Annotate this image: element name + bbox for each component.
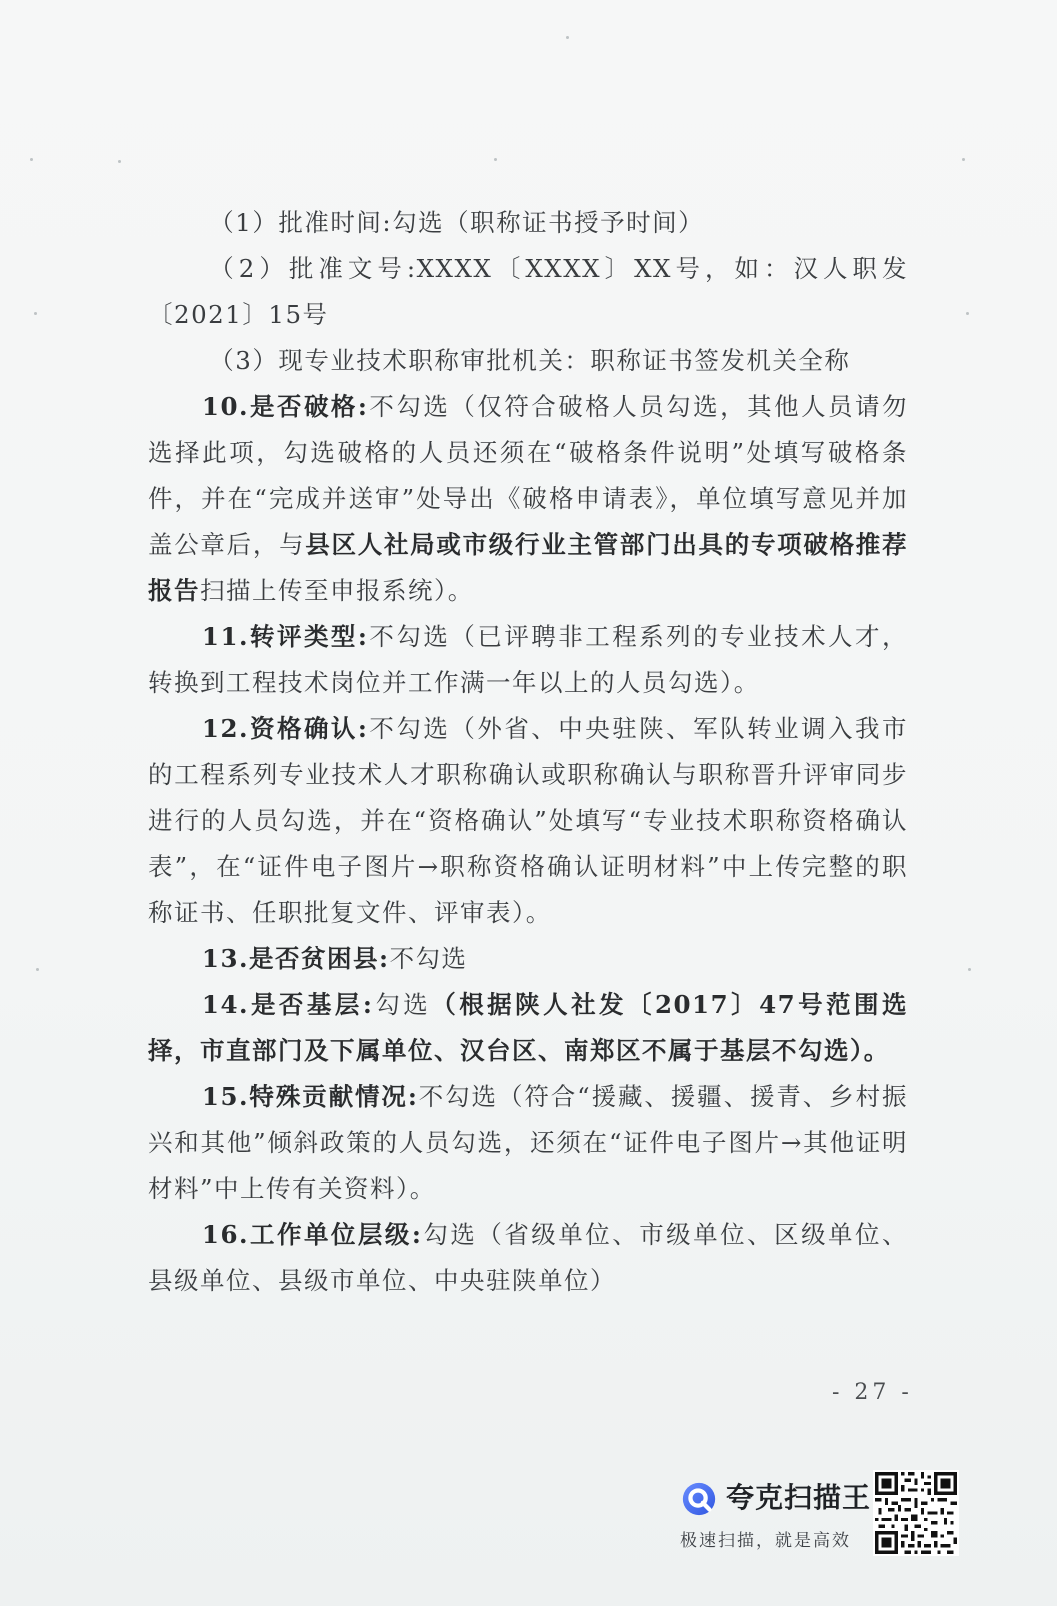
item-10-tail: 扫描上传至申报系统）。 [200, 576, 474, 605]
item-approval-number: （2）批准文号:XXXX〔XXXX〕XX号，如：汉人职发〔2021〕15号 [148, 254, 908, 329]
item-15-label: 15.特殊贡献情况: [201, 1082, 419, 1111]
item-16-label: 16.工作单位层级: [201, 1220, 423, 1249]
document-body [148, 200, 908, 1304]
item-14-label: 14.是否基层: [201, 990, 374, 1019]
item-11-label: 11.转评类型: [201, 622, 369, 651]
quark-logo-icon [680, 1480, 718, 1518]
scan-speck [494, 158, 497, 161]
item-approval-time: （1）批准时间:勾选（职称证书授予时间） [209, 208, 705, 237]
item-12-qualification [148, 706, 908, 936]
watermark-subtitle: 极速扫描，就是高效 [680, 1531, 851, 1551]
scan-speck [118, 160, 121, 163]
item-13-text: 不勾选 [389, 944, 468, 973]
scan-speck [962, 158, 965, 161]
item-13-label: 13.是否贫困县: [201, 944, 390, 973]
item-15-text: 不勾选（符合“援藏、援疆、援青、乡村振兴和其他”倾斜政策的人员勾选，还须在“证件电子图片→其他证明材料”中上传有关资料）。 [148, 1082, 908, 1203]
item-10-bold-text: 县区人社局或市级行业主管部门出具的专项破格推荐报告 [148, 530, 909, 605]
item-12-label: 12.资格确认: [201, 714, 369, 743]
scan-speck [966, 312, 969, 315]
item-10-exceptional [148, 384, 908, 614]
item-14-bold-note: （根据陕人社发〔2017〕47号范围选择，市直部门及下属单位、汉台区、南郑区不属于基层不勾选）。 [148, 990, 909, 1065]
item-11-text: 不勾选（已评聘非工程系列的专业技术人才，转换到工程技术岗位并工作满一年以上的人员勾选）。 [148, 622, 909, 697]
scan-speck [34, 312, 37, 315]
scan-speck [36, 968, 39, 971]
scan-speck [30, 158, 33, 161]
qr-code-graphic [875, 1472, 957, 1554]
item-approval-authority: （3）现专业技术职称审批机关：职称证书签发机关全称 [209, 346, 851, 375]
qr-code-icon [873, 1470, 959, 1556]
item-13-poverty-county [148, 936, 908, 982]
item-12-text: 不勾选（外省、中央驻陕、军队转业调入我市的工程系列专业技术人才职称确认或职称确认与职称晋升评审同步进行的人员勾选，并在“资格确认”处填写“专业技术职称资格确认表”，在“证件电子图片→职称资格确认证明材料”中上传完整的职称证书、任职批复文件、评审表）。 [148, 714, 909, 927]
item-10-label: 10.是否破格: [201, 392, 369, 421]
item-14-grassroots [148, 982, 908, 1074]
watermark-title: 夸克扫描王 [726, 1481, 872, 1514]
item-16-unit-level [148, 1212, 908, 1304]
item-15-special-contribution [148, 1074, 908, 1212]
item-10-text: 不勾选（仅符合破格人员勾选，其他人员请勿选择此项，勾选破格的人员还须在“破格条件说明”处填写破格条件，并在“完成并送审”处导出《破格申请表》，单位填写意见并加盖公章后，与 [148, 392, 909, 559]
item-14-text: 勾选 [373, 990, 432, 1019]
item-11-transfer-type [148, 614, 908, 706]
scanner-watermark [676, 1472, 876, 1562]
page-number: - 27 - [832, 1380, 913, 1405]
scan-speck [968, 968, 971, 971]
scan-speck [566, 36, 569, 39]
item-16-text: 勾选（省级单位、市级单位、区级单位、县级单位、县级市单位、中央驻陕单位） [148, 1220, 908, 1295]
